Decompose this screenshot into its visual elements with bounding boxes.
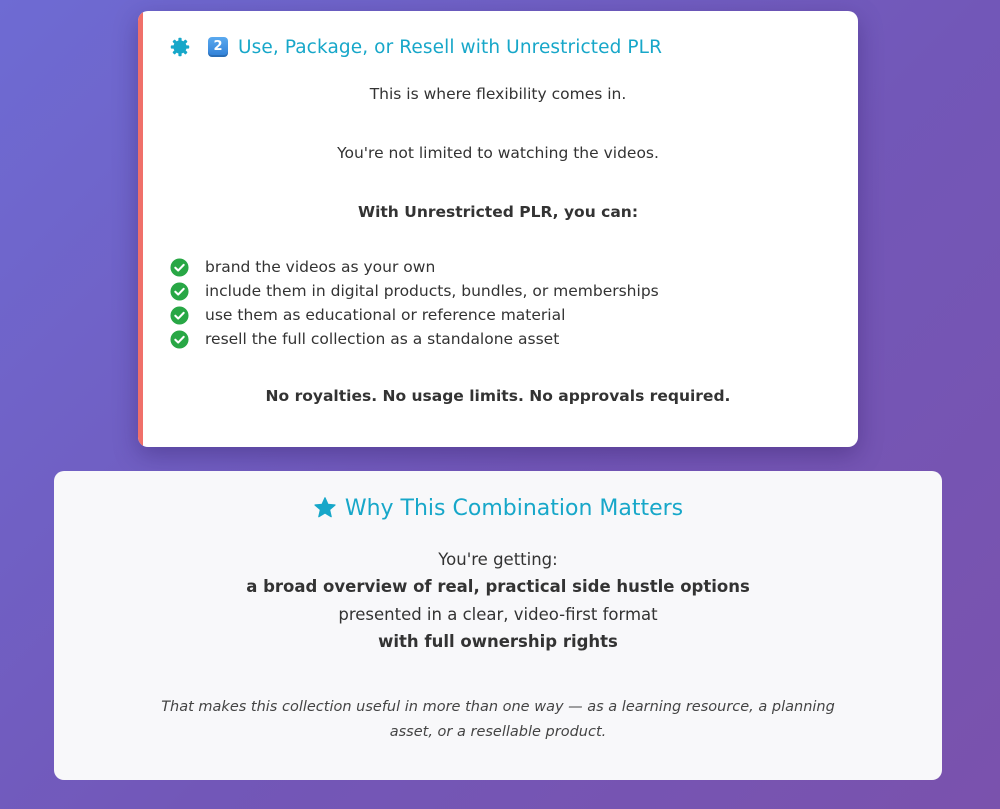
list-item-text: include them in digital products, bundles, or memberships: [205, 282, 659, 300]
check-circle-icon: [170, 306, 189, 325]
card-accent-bar: [138, 11, 143, 447]
gear-icon: [170, 37, 190, 57]
list-item: [170, 327, 659, 351]
list-item-text: resell the full collection as a standalone asset: [205, 330, 560, 348]
terms-footer: No royalties. No usage limits. No approvals required.: [265, 387, 731, 405]
format-line: presented in a clear, video-first format: [338, 605, 658, 624]
why-combination-card: [54, 471, 942, 780]
card-header: [170, 34, 662, 60]
benefits-list: [170, 255, 659, 351]
rights-line: with full ownership rights: [378, 632, 618, 651]
list-item-text: use them as educational or reference material: [205, 306, 566, 324]
check-circle-icon: [170, 330, 189, 349]
check-circle-icon: [170, 282, 189, 301]
card-title: Why This Combination Matters: [344, 495, 684, 521]
list-item: [170, 279, 659, 303]
closing-note: That makes this collection useful in more than one way — as a learning resource, a planning asset, or a resellable product.: [161, 699, 835, 740]
list-item: [170, 303, 659, 327]
overview-line: a broad overview of real, practical side hustle options: [246, 577, 750, 596]
list-heading: With Unrestricted PLR, you can:: [357, 203, 639, 221]
getting-label: You're getting:: [438, 550, 558, 569]
card-title: Use, Package, or Resell with Unrestricted PLR: [238, 36, 663, 58]
list-item: [170, 255, 659, 279]
star-icon: [313, 496, 337, 520]
list-item-text: brand the videos as your own: [205, 258, 436, 276]
plr-info-card: [138, 11, 858, 447]
intro-text: This is where flexibility comes in.: [369, 85, 627, 103]
card-header: [54, 493, 942, 523]
limit-text: You're not limited to watching the videos.: [337, 144, 659, 162]
number-badge: 2: [208, 37, 228, 57]
check-circle-icon: [170, 258, 189, 277]
